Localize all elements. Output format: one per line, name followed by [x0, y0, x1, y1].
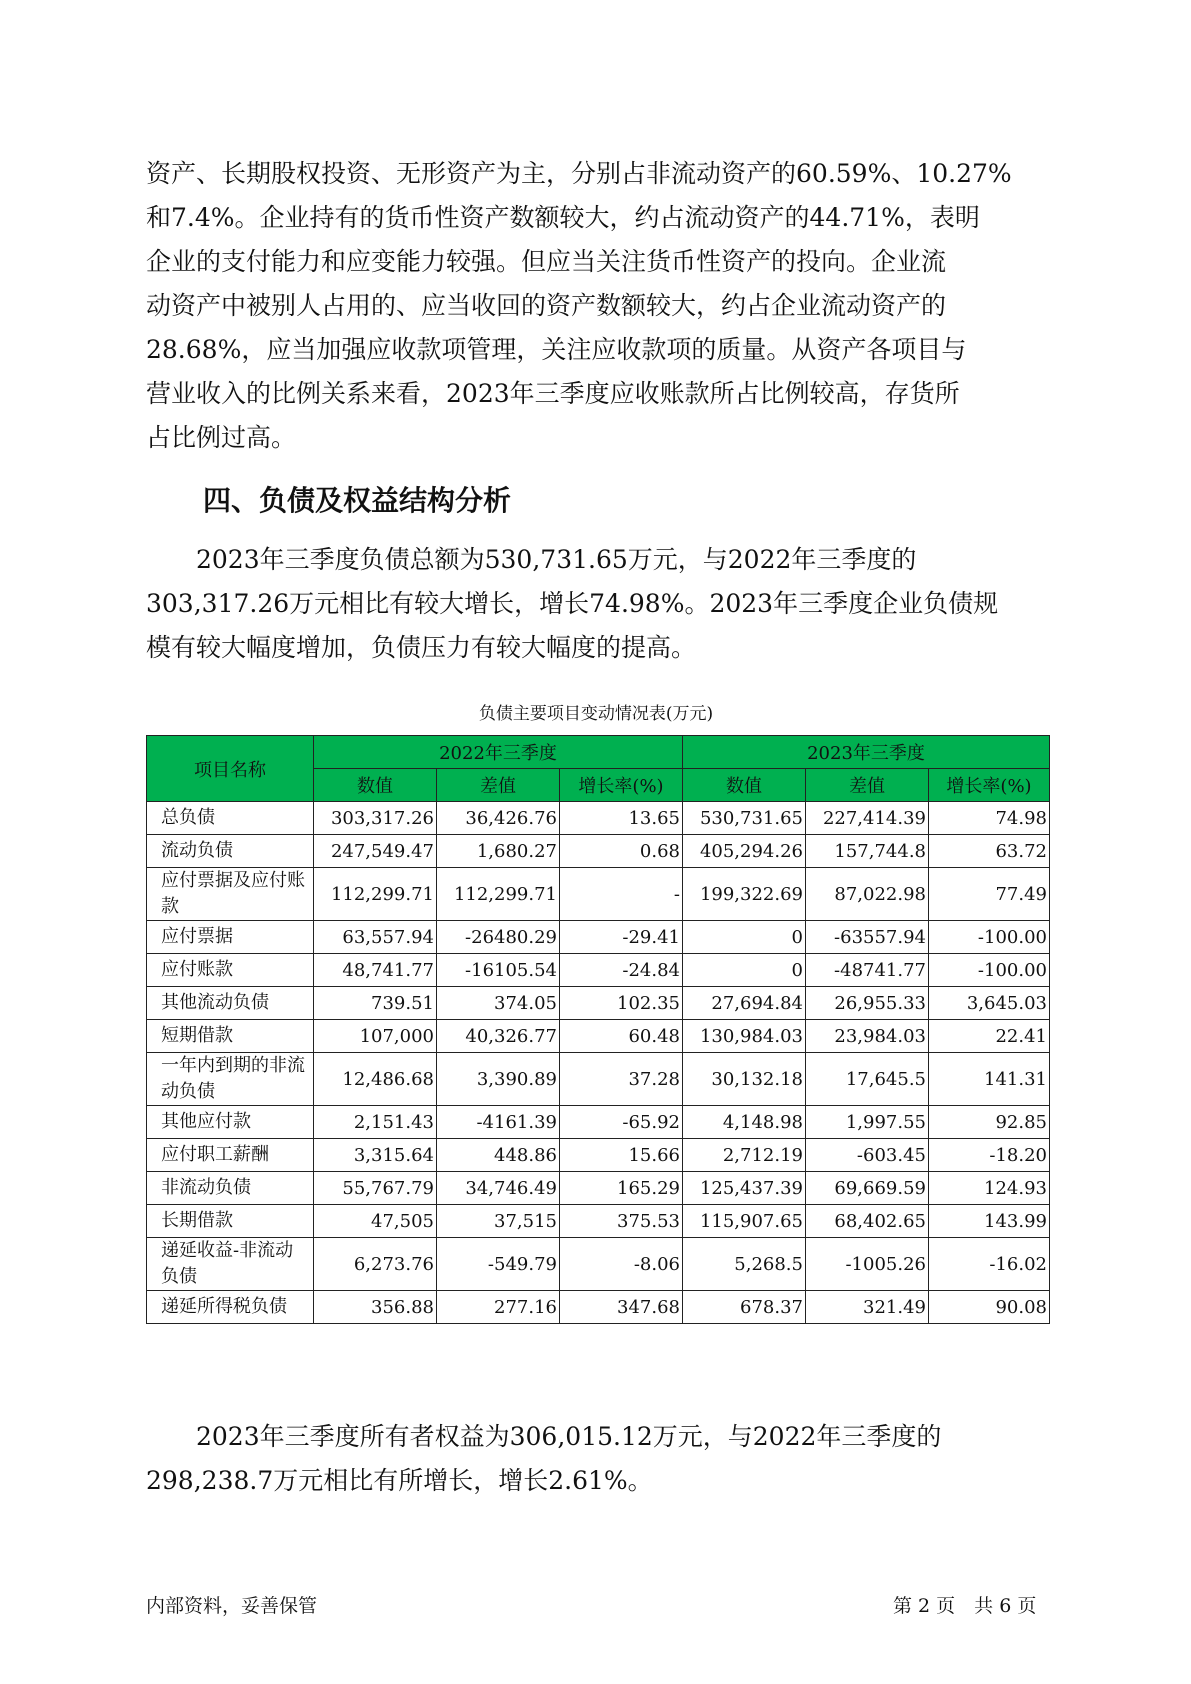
- table-row: [147, 1106, 1050, 1139]
- table-caption: 负债主要项目变动情况表(万元): [478, 704, 714, 724]
- cell-value: -26480.29: [437, 921, 560, 954]
- cell-value: 26,955.33: [806, 987, 929, 1020]
- text-line: 28.68%，应当加强应收款项管理，关注应收款项的质量。从资产各项目与: [146, 335, 967, 364]
- cell-value: 739.51: [314, 987, 437, 1020]
- cell-value: -1005.26: [806, 1238, 929, 1291]
- cell-value: 68,402.65: [806, 1205, 929, 1238]
- footer-confidential-note: 内部资料，妥善保管: [146, 1595, 318, 1617]
- cell-value: 374.05: [437, 987, 560, 1020]
- cell-value: -: [560, 868, 683, 921]
- cell-value: 63,557.94: [314, 921, 437, 954]
- row-item-name: 应付账款: [147, 954, 314, 987]
- cell-value: 143.99: [929, 1205, 1050, 1238]
- cell-value: 277.16: [437, 1291, 560, 1324]
- row-item-name: 一年内到期的非流动负债: [147, 1053, 314, 1106]
- text-line: 303,317.26万元相比有较大增长，增长74.98%。2023年三季度企业负债规: [146, 589, 999, 618]
- cell-value: 36,426.76: [437, 802, 560, 835]
- cell-value: 321.49: [806, 1291, 929, 1324]
- row-item-name: 其他流动负债: [147, 987, 314, 1020]
- text-line: 2023年三季度负债总额为530,731.65万元，与2022年三季度的: [146, 545, 917, 574]
- row-item-name: 递延收益-非流动负债: [147, 1238, 314, 1291]
- text-line: 2023年三季度所有者权益为306,015.12万元，与2022年三季度的: [146, 1422, 942, 1451]
- header-difference: 差值: [806, 769, 929, 802]
- cell-value: 37.28: [560, 1053, 683, 1106]
- cell-value: 13.65: [560, 802, 683, 835]
- cell-value: -48741.77: [806, 954, 929, 987]
- row-item-name: 应付票据及应付账款: [147, 868, 314, 921]
- cell-value: -8.06: [560, 1238, 683, 1291]
- paragraph-liability-summary: [146, 538, 1046, 670]
- row-item-name: 长期借款: [147, 1205, 314, 1238]
- cell-value: 112,299.71: [314, 868, 437, 921]
- liability-table: [146, 735, 1050, 1324]
- cell-value: 107,000: [314, 1020, 437, 1053]
- table-row: [147, 802, 1050, 835]
- cell-value: -16105.54: [437, 954, 560, 987]
- cell-value: 23,984.03: [806, 1020, 929, 1053]
- cell-value: 15.66: [560, 1139, 683, 1172]
- cell-value: 2,712.19: [683, 1139, 806, 1172]
- cell-value: 5,268.5: [683, 1238, 806, 1291]
- table-row: [147, 1291, 1050, 1324]
- cell-value: 247,549.47: [314, 835, 437, 868]
- cell-value: 2,151.43: [314, 1106, 437, 1139]
- cell-value: 227,414.39: [806, 802, 929, 835]
- cell-value: 3,390.89: [437, 1053, 560, 1106]
- cell-value: 55,767.79: [314, 1172, 437, 1205]
- cell-value: 130,984.03: [683, 1020, 806, 1053]
- cell-value: -4161.39: [437, 1106, 560, 1139]
- header-value: 数值: [683, 769, 806, 802]
- cell-value: 125,437.39: [683, 1172, 806, 1205]
- cell-value: 0: [683, 921, 806, 954]
- cell-value: 678.37: [683, 1291, 806, 1324]
- cell-value: -16.02: [929, 1238, 1050, 1291]
- cell-value: 375.53: [560, 1205, 683, 1238]
- cell-value: 27,694.84: [683, 987, 806, 1020]
- row-item-name: 应付票据: [147, 921, 314, 954]
- paragraph-asset-structure: [146, 152, 1046, 460]
- cell-value: -549.79: [437, 1238, 560, 1291]
- row-item-name: 递延所得税负债: [147, 1291, 314, 1324]
- footer-page-number: 第 2 页 共 6 页: [893, 1595, 1037, 1617]
- cell-value: 199,322.69: [683, 868, 806, 921]
- cell-value: 37,515: [437, 1205, 560, 1238]
- row-item-name: 总负债: [147, 802, 314, 835]
- cell-value: 0: [683, 954, 806, 987]
- cell-value: -63557.94: [806, 921, 929, 954]
- table-row: [147, 835, 1050, 868]
- table-row: [147, 954, 1050, 987]
- cell-value: 303,317.26: [314, 802, 437, 835]
- section-heading: 四、负债及权益结构分析: [203, 484, 512, 517]
- cell-value: 74.98: [929, 802, 1050, 835]
- cell-value: 63.72: [929, 835, 1050, 868]
- row-item-name: 流动负债: [147, 835, 314, 868]
- cell-value: 77.49: [929, 868, 1050, 921]
- text-line: 占比例过高。: [146, 423, 297, 452]
- cell-value: 3,645.03: [929, 987, 1050, 1020]
- cell-value: 34,746.49: [437, 1172, 560, 1205]
- cell-value: 30,132.18: [683, 1053, 806, 1106]
- cell-value: 356.88: [314, 1291, 437, 1324]
- cell-value: 102.35: [560, 987, 683, 1020]
- table-row: [147, 1053, 1050, 1106]
- text-line: 资产、长期股权投资、无形资产为主，分别占非流动资产的60.59%、10.27%: [146, 159, 1012, 188]
- cell-value: -24.84: [560, 954, 683, 987]
- cell-value: 48,741.77: [314, 954, 437, 987]
- row-item-name: 其他应付款: [147, 1106, 314, 1139]
- cell-value: 6,273.76: [314, 1238, 437, 1291]
- table-row: [147, 1238, 1050, 1291]
- cell-value: 530,731.65: [683, 802, 806, 835]
- table-row: [147, 1205, 1050, 1238]
- table-row: [147, 987, 1050, 1020]
- cell-value: 12,486.68: [314, 1053, 437, 1106]
- cell-value: 47,505: [314, 1205, 437, 1238]
- table-row: [147, 868, 1050, 921]
- header-group-2022: 2022年三季度: [314, 736, 683, 769]
- cell-value: 22.41: [929, 1020, 1050, 1053]
- cell-value: -100.00: [929, 921, 1050, 954]
- cell-value: -603.45: [806, 1139, 929, 1172]
- table-row: [147, 921, 1050, 954]
- cell-value: 115,907.65: [683, 1205, 806, 1238]
- cell-value: -65.92: [560, 1106, 683, 1139]
- cell-value: 347.68: [560, 1291, 683, 1324]
- cell-value: -100.00: [929, 954, 1050, 987]
- cell-value: 1,680.27: [437, 835, 560, 868]
- table-body: [147, 802, 1050, 1324]
- text-line: 企业的支付能力和应变能力较强。但应当关注货币性资产的投向。企业流: [146, 247, 947, 276]
- row-item-name: 应付职工薪酬: [147, 1139, 314, 1172]
- cell-value: 405,294.26: [683, 835, 806, 868]
- cell-value: 0.68: [560, 835, 683, 868]
- cell-value: 112,299.71: [437, 868, 560, 921]
- cell-value: 60.48: [560, 1020, 683, 1053]
- cell-value: 69,669.59: [806, 1172, 929, 1205]
- text-line: 298,238.7万元相比有所增长，增长2.61%。: [146, 1466, 653, 1495]
- cell-value: 448.86: [437, 1139, 560, 1172]
- text-line: 动资产中被别人占用的、应当收回的资产数额较大，约占企业流动资产的: [146, 291, 947, 320]
- header-value: 数值: [314, 769, 437, 802]
- cell-value: 17,645.5: [806, 1053, 929, 1106]
- text-line: 和7.4%。企业持有的货币性资产数额较大，约占流动资产的44.71%，表明: [146, 203, 980, 232]
- cell-value: -18.20: [929, 1139, 1050, 1172]
- row-item-name: 非流动负债: [147, 1172, 314, 1205]
- text-line: 模有较大幅度增加，负债压力有较大幅度的提高。: [146, 633, 697, 662]
- table-row: [147, 1020, 1050, 1053]
- cell-value: 157,744.8: [806, 835, 929, 868]
- table-row: [147, 1139, 1050, 1172]
- cell-value: -29.41: [560, 921, 683, 954]
- paragraph-equity-summary: [146, 1415, 1046, 1503]
- header-difference: 差值: [437, 769, 560, 802]
- cell-value: 3,315.64: [314, 1139, 437, 1172]
- cell-value: 124.93: [929, 1172, 1050, 1205]
- header-group-2023: 2023年三季度: [683, 736, 1050, 769]
- cell-value: 1,997.55: [806, 1106, 929, 1139]
- cell-value: 4,148.98: [683, 1106, 806, 1139]
- header-item-name: 项目名称: [147, 736, 314, 802]
- cell-value: 90.08: [929, 1291, 1050, 1324]
- cell-value: 141.31: [929, 1053, 1050, 1106]
- cell-value: 165.29: [560, 1172, 683, 1205]
- header-growth-rate: 增长率(%): [929, 769, 1050, 802]
- row-item-name: 短期借款: [147, 1020, 314, 1053]
- text-line: 营业收入的比例关系来看，2023年三季度应收账款所占比例较高，存货所: [146, 379, 960, 408]
- table-row: [147, 1172, 1050, 1205]
- header-growth-rate: 增长率(%): [560, 769, 683, 802]
- cell-value: 40,326.77: [437, 1020, 560, 1053]
- cell-value: 87,022.98: [806, 868, 929, 921]
- cell-value: 92.85: [929, 1106, 1050, 1139]
